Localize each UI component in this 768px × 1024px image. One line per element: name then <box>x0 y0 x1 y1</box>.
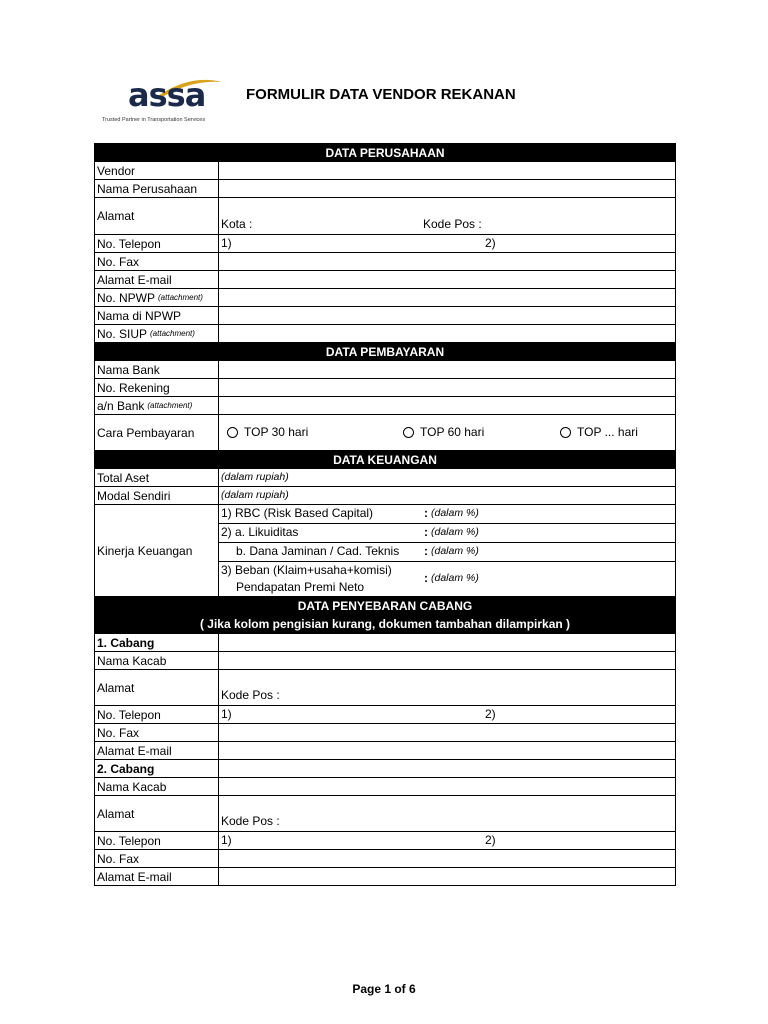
row-siup <box>95 324 675 342</box>
row-alamat <box>95 197 675 234</box>
option-top-30[interactable] <box>227 425 308 439</box>
kinerja-rbc-label: 1) RBC (Risk Based Capital) <box>221 506 374 520</box>
an-bank-attachment-note: (attachment) <box>147 401 193 410</box>
input-fax-cabang-2[interactable] <box>219 850 675 867</box>
kinerja-items <box>219 505 675 596</box>
label-telepon-cabang-2: No. Telepon <box>95 832 219 849</box>
label-telepon-cabang-1: No. Telepon <box>95 706 219 723</box>
label-fax: No. Fax <box>95 253 219 270</box>
label-bank: Nama Bank <box>95 361 219 378</box>
cabang-1-tel-2-label: 2) <box>485 707 496 721</box>
vendor-form <box>94 143 676 886</box>
label-kode-pos: Kode Pos : <box>423 217 482 231</box>
label-fax-cabang-1: No. Fax <box>95 724 219 741</box>
kinerja-likuiditas-unit: (dalam %) <box>431 526 479 538</box>
payment-options <box>219 415 675 450</box>
section-header-pembayaran: DATA PEMBAYARAN <box>95 342 675 360</box>
row-nama-npwp <box>95 306 675 324</box>
input-telepon-cabang-1[interactable] <box>219 706 675 723</box>
row-npwp <box>95 288 675 306</box>
input-nama-npwp[interactable] <box>219 307 675 324</box>
label-siup-text: No. SIUP <box>97 326 148 341</box>
row-modal-sendiri <box>95 486 675 504</box>
row-alamat-cabang-2 <box>95 795 675 831</box>
input-cabang-2[interactable] <box>219 760 675 777</box>
label-kacab-2: Nama Kacab <box>95 778 219 795</box>
tel-2-label: 2) <box>485 236 496 250</box>
kinerja-rbc-colon: : <box>424 506 428 520</box>
kinerja-beban-unit: (dalam %) <box>431 572 479 584</box>
input-modal-sendiri[interactable] <box>219 487 675 504</box>
label-cabang-2: 2. Cabang <box>95 760 219 777</box>
label-email: Alamat E-mail <box>95 271 219 288</box>
kinerja-item-rbc[interactable] <box>219 505 675 523</box>
kinerja-item-beban[interactable] <box>219 561 675 596</box>
input-email[interactable] <box>219 271 675 288</box>
row-bank <box>95 360 675 378</box>
section-header-perusahaan: DATA PERUSAHAAN <box>95 143 675 161</box>
label-npwp <box>95 289 219 306</box>
row-total-aset <box>95 468 675 486</box>
label-kinerja-keuangan: Kinerja Keuangan <box>95 505 219 596</box>
input-fax-cabang-1[interactable] <box>219 724 675 741</box>
label-an-bank <box>95 397 219 414</box>
option-top-60-label: TOP 60 hari <box>420 425 485 439</box>
kinerja-item-dana-jaminan[interactable] <box>219 542 675 561</box>
label-alamat-cabang-1: Alamat <box>95 670 219 705</box>
logo-wordmark: assa <box>128 76 206 114</box>
row-telepon <box>95 234 675 252</box>
input-vendor[interactable] <box>219 162 675 179</box>
kinerja-beban-colon: : <box>424 571 428 585</box>
kinerja-dana-jaminan-colon: : <box>424 544 428 558</box>
kinerja-rbc-unit: (dalam %) <box>431 507 479 519</box>
label-nama-perusahaan: Nama Perusahaan <box>95 180 219 197</box>
row-email-cabang-2 <box>95 867 675 885</box>
cabang-1-tel-1-label: 1) <box>221 707 232 721</box>
label-email-cabang-1: Alamat E-mail <box>95 742 219 759</box>
label-total-aset: Total Aset <box>95 469 219 486</box>
input-telepon[interactable] <box>219 235 675 252</box>
row-cabang-1 <box>95 633 675 651</box>
kinerja-dana-jaminan-unit: (dalam %) <box>431 545 479 557</box>
label-alamat-cabang-2: Alamat <box>95 796 219 831</box>
label-siup <box>95 325 219 342</box>
kinerja-premi-label: Pendapatan Premi Neto <box>236 580 365 594</box>
row-telepon-cabang-1 <box>95 705 675 723</box>
row-fax-cabang-2 <box>95 849 675 867</box>
label-kota: Kota : <box>221 217 253 231</box>
npwp-attachment-note: (attachment) <box>158 293 203 302</box>
label-kode-pos-cabang-1: Kode Pos : <box>221 688 280 702</box>
radio-icon <box>560 427 571 438</box>
row-fax <box>95 252 675 270</box>
siup-attachment-note: (attachment) <box>150 329 195 338</box>
section-header-keuangan: DATA KEUANGAN <box>95 450 675 468</box>
input-total-aset[interactable] <box>219 469 675 486</box>
label-nama-npwp: Nama di NPWP <box>95 307 219 324</box>
row-email-cabang-1 <box>95 741 675 759</box>
label-cara-pembayaran: Cara Pembayaran <box>95 415 219 450</box>
section-header-cabang: DATA PENYEBARAN CABANG <box>95 596 675 614</box>
input-npwp[interactable] <box>219 289 675 306</box>
tel-1-label: 1) <box>221 236 232 250</box>
row-email <box>95 270 675 288</box>
input-alamat-cabang-1[interactable] <box>219 670 675 705</box>
label-cabang-1: 1. Cabang <box>95 634 219 651</box>
option-top-60[interactable] <box>403 425 484 439</box>
cabang-2-tel-1-label: 1) <box>221 833 232 847</box>
row-telepon-cabang-2 <box>95 831 675 849</box>
input-fax[interactable] <box>219 253 675 270</box>
total-aset-unit: (dalam rupiah) <box>221 471 289 483</box>
input-alamat[interactable] <box>219 198 675 234</box>
kinerja-beban-label: 3) Beban (Klaim+usaha+komisi) <box>221 563 392 577</box>
row-alamat-cabang-1 <box>95 669 675 705</box>
label-fax-cabang-2: No. Fax <box>95 850 219 867</box>
row-kacab-1 <box>95 651 675 669</box>
input-bank[interactable] <box>219 361 675 378</box>
label-rekening: No. Rekening <box>95 379 219 396</box>
row-cabang-2 <box>95 759 675 777</box>
input-nama-perusahaan[interactable] <box>219 180 675 197</box>
kinerja-item-likuiditas[interactable] <box>219 523 675 542</box>
label-kacab-1: Nama Kacab <box>95 652 219 669</box>
section-note-cabang: ( Jika kolom pengisian kurang, dokumen tambahan dilampirkan ) <box>95 614 675 633</box>
radio-icon <box>227 427 238 438</box>
option-top-30-label: TOP 30 hari <box>244 425 309 439</box>
input-kacab-1[interactable] <box>219 652 675 669</box>
row-cara-pembayaran <box>95 414 675 450</box>
label-kode-pos-cabang-2: Kode Pos : <box>221 814 280 828</box>
company-logo <box>100 74 224 126</box>
label-telepon: No. Telepon <box>95 235 219 252</box>
option-top-custom-label: TOP ... hari <box>577 425 638 439</box>
cabang-2-tel-2-label: 2) <box>485 833 496 847</box>
row-kacab-2 <box>95 777 675 795</box>
input-an-bank[interactable] <box>219 397 675 414</box>
row-nama-perusahaan <box>95 179 675 197</box>
kinerja-dana-jaminan-label: b. Dana Jaminan / Cad. Teknis <box>236 544 400 558</box>
page-number: Page 1 of 6 <box>352 982 416 996</box>
row-rekening <box>95 378 675 396</box>
row-fax-cabang-1 <box>95 723 675 741</box>
input-siup[interactable] <box>219 325 675 342</box>
page-title: FORMULIR DATA VENDOR REKANAN <box>246 86 516 103</box>
label-vendor: Vendor <box>95 162 219 179</box>
row-an-bank <box>95 396 675 414</box>
logo-tagline: Trusted Partner in Transportation Services <box>102 117 206 123</box>
label-an-bank-text: a/n Bank <box>97 398 145 413</box>
input-rekening[interactable] <box>219 379 675 396</box>
label-email-cabang-2: Alamat E-mail <box>95 868 219 885</box>
option-top-custom[interactable] <box>560 425 638 439</box>
modal-sendiri-unit: (dalam rupiah) <box>221 489 289 501</box>
input-telepon-cabang-2[interactable] <box>219 832 675 849</box>
label-modal-sendiri: Modal Sendiri <box>95 487 219 504</box>
kinerja-likuiditas-label: 2) a. Likuiditas <box>221 525 299 539</box>
input-alamat-cabang-2[interactable] <box>219 796 675 831</box>
input-email-cabang-1[interactable] <box>219 742 675 759</box>
input-email-cabang-2[interactable] <box>219 868 675 885</box>
label-alamat: Alamat <box>95 198 219 234</box>
input-cabang-1[interactable] <box>219 634 675 651</box>
label-npwp-text: No. NPWP <box>97 290 156 305</box>
radio-icon <box>403 427 414 438</box>
row-vendor <box>95 161 675 179</box>
input-kacab-2[interactable] <box>219 778 675 795</box>
kinerja-likuiditas-colon: : <box>424 525 428 539</box>
row-kinerja-keuangan <box>95 504 675 596</box>
